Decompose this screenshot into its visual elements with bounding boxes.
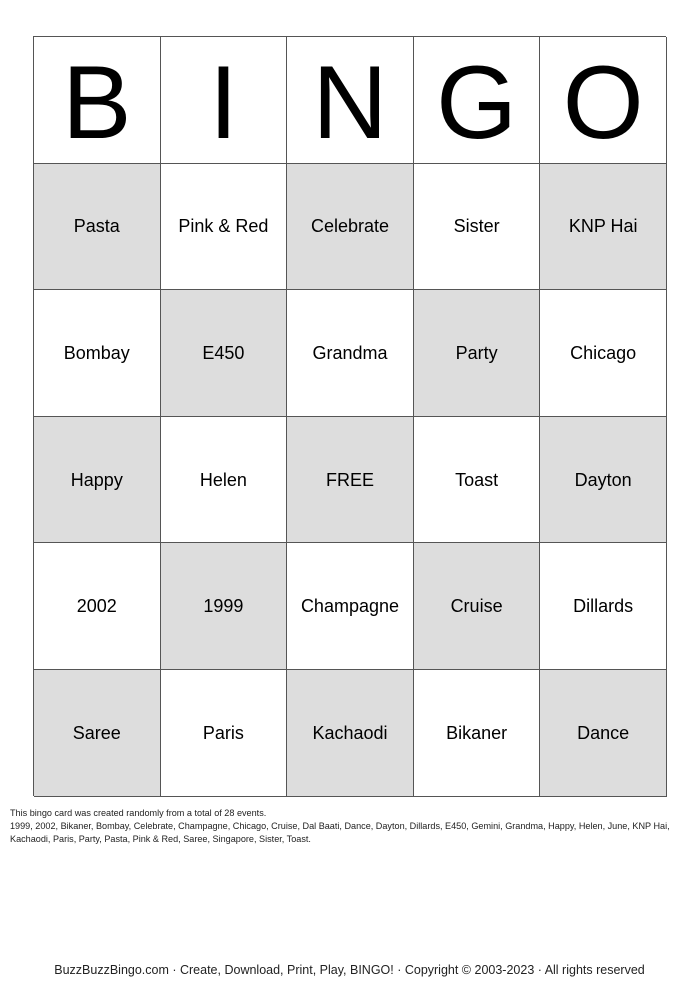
event-list: 1999, 2002, Bikaner, Bombay, Celebrate, Champagne, Chicago, Cruise, Dal Baati, Dance, Dayton, Dillards, E450, Gemini, Grandma, Happy, Helen, June, KNP Hai, Kachaodi, Paris, Party, Pasta, Pink & Red, Saree, Singapore, Sister, Toast. <box>10 821 670 844</box>
bingo-card <box>33 36 666 796</box>
bingo-cell: Dillards <box>540 543 667 670</box>
header-letter-b: B <box>34 37 161 164</box>
bingo-cell: Cruise <box>414 543 541 670</box>
bingo-cell: Grandma <box>287 290 414 417</box>
bingo-cell: Dance <box>540 670 667 797</box>
bingo-cell: Helen <box>161 417 288 544</box>
header-letter-n: N <box>287 37 414 164</box>
bingo-cell: Bombay <box>34 290 161 417</box>
bingo-cell: Pink & Red <box>161 164 288 291</box>
bingo-cell: Bikaner <box>414 670 541 797</box>
card-footnote <box>10 807 682 846</box>
header-letter-i: I <box>161 37 288 164</box>
bingo-cell: Saree <box>34 670 161 797</box>
card-summary: This bingo card was created randomly from a total of 28 events. <box>10 808 267 818</box>
bingo-cell: Sister <box>414 164 541 291</box>
bingo-cell: KNP Hai <box>540 164 667 291</box>
bingo-cell: Pasta <box>34 164 161 291</box>
header-letter-g: G <box>414 37 541 164</box>
header-letter-o: O <box>540 37 667 164</box>
bingo-cell: 2002 <box>34 543 161 670</box>
bingo-cell: 1999 <box>161 543 288 670</box>
bingo-cell: Party <box>414 290 541 417</box>
bingo-cell: Dayton <box>540 417 667 544</box>
bingo-cell: E450 <box>161 290 288 417</box>
bingo-cell: Toast <box>414 417 541 544</box>
bingo-cell: Chicago <box>540 290 667 417</box>
bingo-cell: Paris <box>161 670 288 797</box>
site-footer: BuzzBuzzBingo.com · Create, Download, Print, Play, BINGO! · Copyright © 2003-2023 · All rights reserved <box>54 963 645 977</box>
bingo-cell: Champagne <box>287 543 414 670</box>
bingo-cell: Kachaodi <box>287 670 414 797</box>
bingo-cell: Happy <box>34 417 161 544</box>
free-space-cell: FREE <box>287 417 414 544</box>
bingo-cell: Celebrate <box>287 164 414 291</box>
